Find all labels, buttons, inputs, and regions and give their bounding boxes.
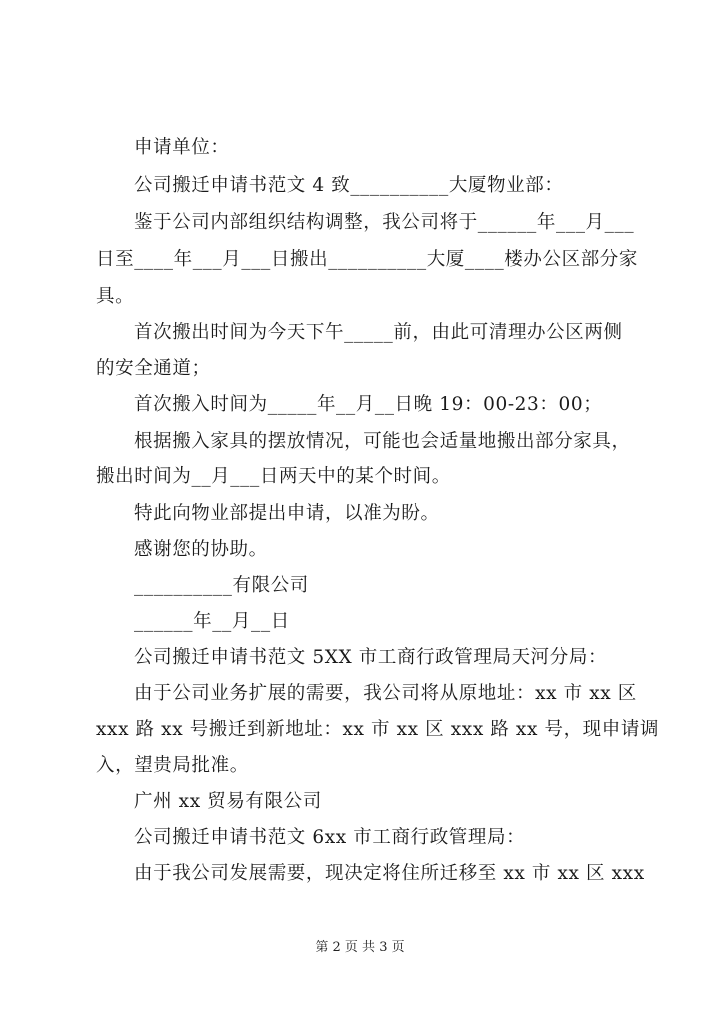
text-line: 首次搬出时间为今天下午_____前，由此可清理办公区两侧	[134, 322, 623, 343]
text-line: 首次搬入时间为_____年__月__日晚 19：00-23：00；	[134, 394, 603, 415]
text-line: xxx 路 xx 号搬迁到新地址：xx 市 xx 区 xxx 路 xx 号，现申请调	[96, 719, 660, 740]
text-line: 由于公司业务扩展的需要，我公司将从原地址：xx 市 xx 区	[134, 683, 637, 704]
text-line: 感谢您的协助。	[134, 539, 268, 560]
text-line: 特此向物业部提出申请，以准为盼。	[134, 503, 440, 524]
text-line: 广州 xx 贸易有限公司	[134, 791, 322, 812]
page-indicator: 第 2 页 共 3 页	[315, 940, 405, 955]
text-line: 日至____年___月___日搬出__________大厦____楼办公区部分家	[96, 249, 639, 270]
signature-date-line: ______年__月__日	[134, 611, 290, 632]
text-line: 入，望贵局批准。	[96, 755, 249, 776]
text-line: 具。	[96, 286, 135, 307]
text-line: 公司搬迁申请书范文 5XX 市工商行政管理局天河分局：	[134, 647, 608, 668]
text-line: 申请单位：	[134, 137, 230, 158]
text-line: 鉴于公司内部组织结构调整，我公司将于______年___月___	[134, 212, 635, 233]
signature-company-line: __________有限公司	[134, 575, 309, 596]
text-line: 公司搬迁申请书范文 6xx 市工商行政管理局：	[134, 827, 526, 848]
text-line: 公司搬迁申请书范文 4 致__________大厦物业部：	[134, 175, 564, 196]
text-line: 的安全通道；	[96, 358, 211, 379]
text-line: 根据搬入家具的摆放情况，可能也会适量地搬出部分家具，	[134, 431, 631, 452]
text-line: 由于我公司发展需要，现决定将住所迁移至 xx 市 xx 区 xxx	[134, 863, 645, 884]
text-line: 搬出时间为__月___日两天中的某个时间。	[96, 466, 451, 487]
